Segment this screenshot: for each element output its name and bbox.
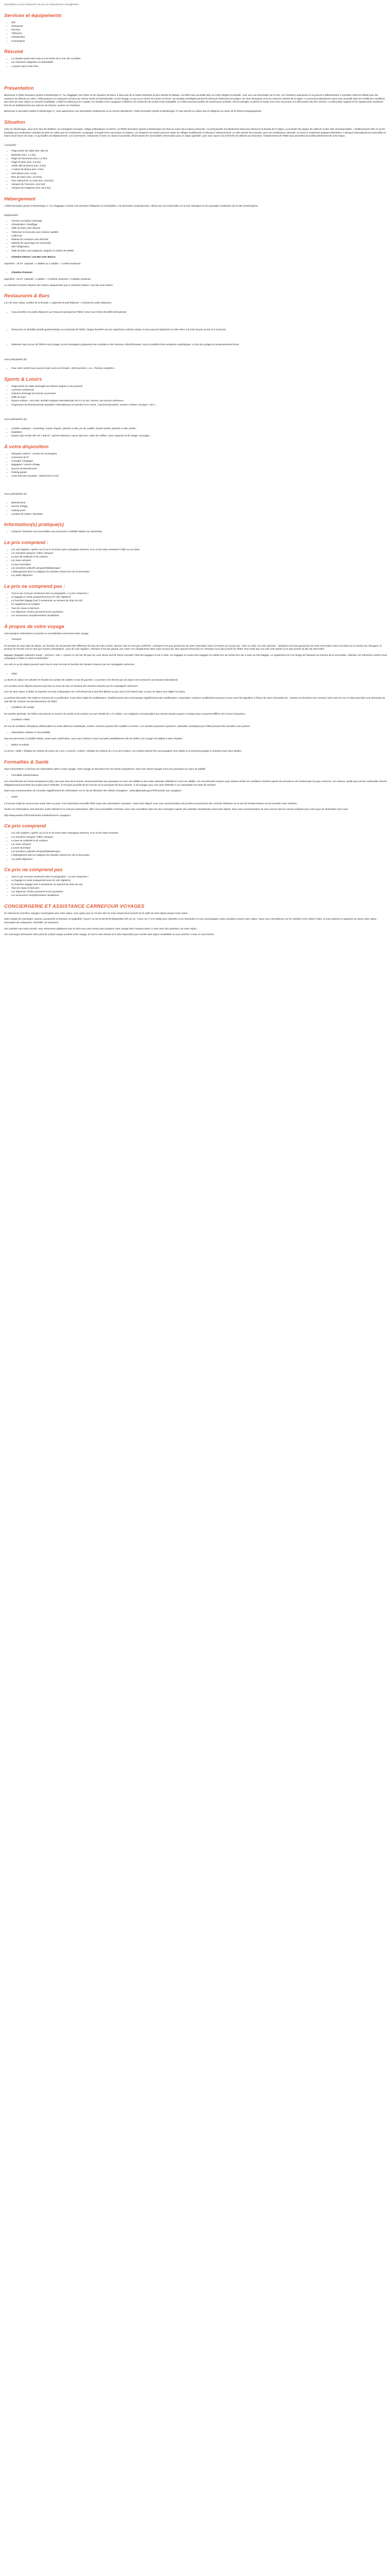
paying-label: Avec participation (€) : <box>4 358 28 361</box>
page <box>0 0 391 960</box>
list-item: • Aéroport de Podgorica (env. 65,9 km) <box>11 187 388 190</box>
list-item: • Climatisation <box>11 36 388 39</box>
list-item: • Les dépenses d'ordre personnel et les pourboires <box>11 890 388 894</box>
price-excludes-list <box>4 592 388 618</box>
list-item: • Espace Spa et bien-être de 1 500 m² : piscine intérieure, sauna, bain turc, salon de coiffure, soins corporels et du visage, massages... <box>11 434 388 438</box>
price-includes-title-2: Ce prix comprend <box>4 823 46 829</box>
about-paragraph: De manière générale, les hôtels sont classés en termes de confort et de services sur une échelle de 1 à 5 étoiles. Les catégories correspondent aux normes locales propres à chaque pays et peuvent différer des normes françaises. <box>4 712 246 715</box>
about-trip-title: À propos de votre voyage <box>4 623 64 630</box>
list-item: • Plage privée de sable (env. 650 m) <box>11 149 388 153</box>
list-item: • Transport <box>11 638 388 641</box>
restaurants-list <box>4 328 388 332</box>
about-paragraph: Le présent descriptif a été établi au moment de sa publication. Il peut faire l'objet de modifications, l'établissement nous communique régulièrement des modifications. Cependant, certaines modifications peuvent ne pas avoir été signalées à l'heure de votre réservation (ex : travaux ou fermeture d'un service). Dans tous les cas, le client peut faire une demande par mail afin de s'assurer du fonctionnement de l'hôtel. <box>4 697 385 703</box>
presentation-paragraph: Bienvenue à l'hôtel Sunsation Quinta el Montenegro 4* 'Au Cloggages' Des hôtel sur les hauteurs de Boca, à deux pas de la station balnéaire la plus animée du Balaou, cet hôtel vous accueille dans un cadre élégant et paisible. Avec une vue imprenable sur la mer, ses chambres spacieuses et sa piscine à débordement, il constitue l'adresse idéale pour des vacances de détente au soleil. L'hôtel propose un restaurant servant une cuisine locale et internationale, un bar lounge, un spa et un centre de remise en forme. Sa situation privilégiée permet de découvrir facilement les plages, les sites historiques et la vie nocturne animée de la région. Le personnel attentionné saura vous accueillir dans les meilleures conditions pour faire de votre séjour un moment inoubliable. L'hôtel est idéal pour les couples, les familles et les voyageurs d'affaires à la recherche de confort et de tranquillité. Les hôtes pourront profiter de nombreuses activités, dont la plongée, la pêche en haute mer et les excursions à la découverte des îles voisines. La décoration soignée et les équipements modernes font de cet établissement une adresse de charme, ouverte sur l'extérieur. <box>4 94 385 107</box>
restaurants-intro: Lors de votre séjour, profitez de la formule « Logement et petit-déjeuner » incluant les petits-déjeuners. <box>4 301 112 304</box>
list-item: • La taxe touristique <box>11 846 388 850</box>
services-list <box>4 21 388 43</box>
list-item: • Réception 24h/24 – service de conciergerie <box>11 452 388 456</box>
list-item: • Télévision <box>11 32 388 36</box>
list-item: • La franchise bagage (voir à mentionner au moment du choix du vol) <box>11 599 388 603</box>
price-excludes-title: Le prix ne comprend pas : <box>4 583 66 589</box>
nearby-label: À proximité : <box>4 143 18 146</box>
formalities-paragraph: Nous vous recommandons de consulter régulièrement les informations sur le site du Ministère des Affaires étrangères : www.diplomatie.gouv.fr/fr/conseils-aux-voyageurs. <box>4 789 183 792</box>
list-item: • Le bagage en soute (uniquement pour les vols réguliers) <box>11 596 388 599</box>
price-includes-title: Le prix comprend : <box>4 539 48 546</box>
resume-list <box>4 57 388 68</box>
situation-title: Situation <box>4 120 25 126</box>
paying-list <box>4 501 388 516</box>
situation-paragraph: Cola sur Montenegro, yeux mers lieu des Balloins, au montagnes escarpés, village authentiques et rivières, où l'hôtel Sunsation Quinta el Montenegro est situé au coeur de la nature préservée. Ce petit paradis est idéalement situé pour découvrir la beauté de la région, à proximité des plages de sable fin et des sites incontournables. L'établissement offre un accès privilégié aux nombreuses activités de plein air, telles que les randonnées, la plongée, le kayak et les excursions en bateau. Les amateurs de culture pourront visiter les villages traditionnels et découvrir l'artisanat local. La ville animée de Granada, avec son architecture coloniale, se trouve à seulement quelques kilomètres. L'aéroport international est accessible en moins d'une heure de route, ce qui facilite vos déplacements. Les commerces, restaurants et bars se situent à proximité, offrant toutes les commodités nécessaires pour un séjour agréable. Que vous soyez à la recherche de détente ou d'aventure, l'emplacement de l'hôtel vous permettra de profiter pleinement de votre séjour. <box>4 128 386 138</box>
equipment-list <box>4 219 388 252</box>
about-trip-lead: Voici quelques informations à prendre en considération concernant votre voyage <box>4 632 89 635</box>
paying-list <box>4 367 388 370</box>
list-item: • L'hébergement dans la catégorie de chambre choisie lors de la réservation <box>11 854 388 857</box>
hebergement-title: Hébergement <box>4 196 36 202</box>
about-paragraph: Les vols se ou de départ peuvent avoir lieu en cours de nuit en fonction des horaires imposés par les compagnies aériennes. <box>4 663 135 666</box>
room-title <box>11 256 388 259</box>
list-item: • Les taxes aéroport <box>11 843 388 846</box>
list-item: • Conciergerie <box>11 40 388 43</box>
list-item: • Espace enfants : mini-club, activités ludiques internationales de 4 à 12 ans, piscine, aire de jeux extérieure... <box>11 399 388 403</box>
room-list <box>4 256 388 259</box>
list-item: • Golf Skiston (env. 6 km) <box>11 172 388 176</box>
restaurants-list <box>4 343 388 347</box>
list-item: • Les chambres élégantes et confortables <box>11 61 388 64</box>
list-item: • Vieille ville de Buena (env. 3 km) <box>11 164 388 168</box>
list-item: • Télévision à écran plat avec chaînes satellite <box>11 231 388 234</box>
sports-list <box>4 385 388 407</box>
price-includes-list-2 <box>4 832 388 861</box>
list-item: • Découvrez un véritable paradis gastronomique au restaurant de l'hôtel, chaque bouchée est une expérience culinaire unique et vous pourrez également ou bien diner à la carte du jour au bar et à la piscine. <box>11 328 388 332</box>
top-description: Description Ce prix comprend / Ce prix ne comprend pas Consignment <box>4 3 79 6</box>
list-item: • Les transferts aéroport / hôtel / aéroport <box>11 836 388 839</box>
infos-list <box>4 530 388 534</box>
price-includes-list <box>4 548 388 578</box>
paying-list <box>4 427 388 438</box>
list-item: • Tout ce qui n'est pas mentionné dans le paragraphe « Le prix comprend » <box>11 592 388 596</box>
list-item: • Activités nautiques : snorkeling / canoë / kayak / planche à voile, jet-ski, paddle / bouée tractée, planche à voile, pêche... <box>11 427 388 431</box>
formalities-paragraph: Toutes ces informations sont données à titre indicatif et ne sont pas exhaustives. Elles sont susceptibles d'évoluer, nous vous conseillons donc de vous renseigner auprès des autorités compétentes avant votre départ. Nous vous recommandons de vous assurer que les vaccins indiqués pour votre pays de destination sont à jour. <box>4 808 349 811</box>
resume-title: Résumé <box>4 49 23 55</box>
about-paragraph: Bagages (bagages cabine/en soute) – précisez « bas », comme ce soit l'un de quel vol, vous devez tout de même consulter l'état des bagages et sac à main. Les bagages en soute et/ou bagages en cabine lors de l'achat d'un sac à main ou d'un bagage. Le supplément est à la charge de l'aéroport au moment de la réservation. Attention, les franchises varient d'une compagnie à l'autre et selon la destination. <box>4 653 387 660</box>
list-item: • La taxe de solidarité et de carbone <box>11 839 388 843</box>
restaurants-title: Restaurants & Bars <box>4 293 50 299</box>
room-name: Chambre Deluxe / vue Mer avec Balcon <box>11 256 56 259</box>
list-item: • Les dépenses d'ordre personnel et les pourboires <box>11 611 388 614</box>
price-excludes-list-2 <box>4 875 388 897</box>
list-item: • Plage de Breo (env. 2,8 km) <box>11 161 388 164</box>
list-item: • Conditions de voyage <box>11 706 388 709</box>
list-item: • Salle de bains avec baignoire, peignoir et articles de toilette <box>11 249 388 253</box>
list-item: • Mini-réfrigérateur <box>11 245 388 249</box>
room-description: Superficie : 25 m². Capacité : 2 adultes ou 2 adultes + 1 enfant maximum <box>4 262 81 265</box>
list-item: • Les transferts collectifs aéroport/hôtel/aéroport <box>11 850 388 854</box>
list-item: • Vous prendrez vos petits-déjeuners au restaurant principal de l'hôtel, servis sous forme de buffet international. <box>11 311 388 314</box>
room-name: Chambre Premium <box>11 271 32 274</box>
restaurants-list <box>4 311 388 314</box>
formalities-lead: Nous transmettons ci-dessous les informations utiles à votre voyage. Votre voyage se déroulera hors de l'Union européenne, ainsi vous devez voyager muni d'un passeport en cours de validité. <box>4 767 206 770</box>
infos-title: Information(s) pratique(s) <box>4 522 64 528</box>
list-item: • Tous les repas et boissons <box>11 607 388 611</box>
about-list <box>4 706 388 709</box>
list-item: • Les petits-déjeuners <box>11 574 388 578</box>
list-item: • Plage de Ramonaco (env. 2,2 km) <box>11 157 388 161</box>
list-item: • Parc national de La ruela (env. 10,8 km) <box>11 179 388 183</box>
list-item: • Pour votre confort nous pourrez avoir accès au formule « Demi-pension » ou « Pension complète ». <box>11 367 388 370</box>
list-item: • La taxe de solidarité et de carbone <box>11 555 388 559</box>
formalities-paragraph: http://www.pasteur.fr/fr/sante/centre-medical/vaccins-voyageurs <box>4 814 71 817</box>
concierge-paragraph: En choisissant Carrefour Voyages Conciergerie pour votre séjour, vous optez pour un service clés en main comprenant conseils de la veille de votre départ jusqu'à votre retour. <box>4 911 188 914</box>
list-item: • Les vols réguliers, opérés sur la ou le vol d'une autre compagnie aérienne, et le vol de retour éventuel <box>11 832 388 835</box>
list-item: • Salle de bains avec douche <box>11 227 388 230</box>
formalities-title: Formalités & Santé <box>4 759 49 765</box>
concierge-title: CONCIERGERIE ET ASSISTANCE CARREFOUR VOYAGES <box>4 903 145 909</box>
list-item: • Détendez-vous au bar de l'hôtel et de la plage, où les mixologues prépareront des cocktails et des boissons rafraîchissantes, tout en profitant d'une ambiance sophistiquée. Le bar de la plage est temporairement fermé. <box>11 343 388 347</box>
list-item: • Balnéaire (env. 1,1 km) <box>11 154 388 157</box>
about-paragraph: En cas de conditions climatiques défavorables ou d'une affluence inhabituelle, certains services peuvent être modifiés ou fermés. Les activités proposées (sportives, culturelles, artistiques) par l'hôtel peuvent être annulées sans préavis. <box>4 725 251 727</box>
list-item: • Plateau de courtoisie avec thé/café <box>11 238 388 242</box>
formalities-list <box>4 795 388 799</box>
about-list <box>4 731 388 735</box>
list-item: • Les transferts collectifs aéroport/hôtel/aéroport <box>11 567 388 570</box>
formalities-list <box>4 774 388 777</box>
list-item: • Le bagage en soute (uniquement pour les vols réguliers) <box>11 879 388 883</box>
list-item: • Formalités administratives <box>11 774 388 777</box>
list-item: • Carte bancaire acceptée : Mastercard et Visa <box>11 474 388 478</box>
paying-label: Avec participation (€) : <box>4 492 28 495</box>
price-excludes-title-2: Ce prix ne comprend pas <box>4 867 63 873</box>
about-list <box>4 718 388 722</box>
list-item: • Service d'étage <box>11 505 388 509</box>
sports-title: Sports & Loisirs <box>4 376 42 382</box>
list-item: • La taxe touristique <box>11 563 388 567</box>
room-note: La Chambre Premium dispose des mêmes équipements que la Chambre Deluxe / vue Mer avec balcon. <box>4 283 113 286</box>
services-title: Services et équipements <box>4 12 62 19</box>
list-item: • L'hébergement dans la catégorie de chambre choisie lors de la réservation <box>11 570 388 574</box>
list-item: • Aéroport de Tivat (env. 26,6 km) <box>11 183 388 187</box>
list-item: • Certaines chambres sont accessibles aux personnes à mobilité réduite (sur demande). <box>11 530 388 534</box>
list-item: • Piscines <box>11 28 388 32</box>
concierge-paragraph: Vos souhaits sont notre priorité, vous retrouverez également tout ce dont vous avez besoin pour préparer votre voyage dans l'espace client, si vous avez des questions sur votre séjour. <box>4 927 198 930</box>
list-item: • 2 piscines extérieures <box>11 388 388 392</box>
list-item: • Les transferts aéroport / hôtel / aéroport <box>11 552 388 555</box>
presentation-paragraph: Bienvenue à Sunsation Quinta el Montenegro 4*, vous apprécierez une atmosphère chaleureuse et un service attentionné. L'hôtel Sunsation Quinta el Montenegro 4* vous permet un séjour tout en élégance au coeur de la Riviera nicaraguayenne. <box>4 110 262 113</box>
list-item: • Les taxes aéroport <box>11 559 388 563</box>
list-item: • Les petits-déjeuners <box>11 858 388 861</box>
about-list <box>4 743 388 747</box>
about-paragraph: Pour les personnes à mobilité réduite, avant toute confirmation, nous vous invitons à nous consulter préalablement afin de vérifier si le voyage est adapté à votre situation. <box>4 737 183 740</box>
list-item: • Consigne à bagages <box>11 460 388 463</box>
hebergement-paragraph: L'hôtel Sunsation Quinta el Montenegro 4* 'Au Cloggages' compte 136 chambres élégantes et confortables, à la décoration contemporaine, offrant une vue imprenable sur la mer Adriatique ou les paysages verdoyants de la côte monténégrine. <box>4 204 258 207</box>
list-item: • Hôtel <box>11 672 388 676</box>
list-item: • La situation pieds dans l'eau sur les bords de la mer des Caraïbes <box>11 57 388 61</box>
list-item: • Informations relatives à l'accessibilité <box>11 731 388 735</box>
equipment-label: Équipements : <box>4 213 20 216</box>
list-item: • Blanchisserie <box>11 501 388 505</box>
list-item: • Parking gratuit <box>11 471 388 474</box>
list-item: • Bien de Victor (env. 12,5 km) <box>11 176 388 179</box>
list-item: • Équitation <box>11 431 388 434</box>
room-list <box>4 271 388 275</box>
list-item: • Santé <box>11 795 388 799</box>
paying-label: Avec participation (€) : <box>4 418 28 421</box>
list-item: • Les assurances complémentaires facultatives <box>11 894 388 897</box>
formalities-paragraph: Les ressortissants de l'Union Européenne (UE), ainsi que ceux de la Suisse, doivent présenter leur passeport en cours de validité ou leur carte nationale d'identité en cours de validité. Les ressortissants d'autres pays doivent vérifier les conditions d'entrée auprès du consulat ou de l'ambassade du pays concerné. Les mineurs, quelle que soit leur nationalité, doivent obligatoirement posséder leur propre pièce d'identité. Il n'est plus possible de les inscrire sur le passeport de leurs parents, ni de voyager sous une carte d'identité ni sur autorisation de sortie de territoire. <box>4 780 387 786</box>
about-paragraph: Lors de votre séjour à l'hôtel, la chambre est mise à disposition vers 15h (check-in) et doit être libérée au plus tard à 11h (check-out). La taxe de séjour sera réglée sur place. <box>4 690 186 693</box>
list-item: • La franchise bagage (voir à mentionner au moment du choix du vol) <box>11 883 388 887</box>
list-item: • L'espace Spa et bien-être <box>11 65 388 69</box>
formalities-paragraph: Il n'est pas exigé de vaccins pour entrer dans ce pays. Il est néanmoins conseillé d'être à jour des vaccinations courantes. Avant votre départ, nous vous recommandons de prendre connaissance des conseils médicaux sur le site de l'Institut Pasteur ou de consulter votre médecin. <box>4 802 298 805</box>
list-item: • Les assurances complémentaires facultatives <box>11 614 388 618</box>
about-list <box>4 672 388 676</box>
about-paragraph: Les arrivées ou les départs peuvent avoir lieu au cours de nuit, en fonction des horaires imposés par les compagnies aériennes. <box>4 684 139 687</box>
nearby-list <box>4 149 388 190</box>
list-item: • L'Aubois de Buena (env. 5 km) <box>11 168 388 172</box>
list-item: • Tous les repas et boissons <box>11 887 388 890</box>
room-description: Superficie : 30 m². Capacité : 2 adultes + 2 enfants maximum / 3 adultes maximum <box>4 277 91 280</box>
list-item: • Climatisation / chauffage <box>11 223 388 227</box>
about-paragraph: Le terme « bébé » désigne les enfants de moins de 2 ans. Le terme « enfant » désigne les enfants de 2 à 11 ans révolus. Les enfants doivent être accompagnés d'un adulte et ne peuvent partager la chambre avec deux adultes. <box>4 750 242 753</box>
about-list <box>4 638 388 641</box>
list-item: • Bébés et enfants <box>11 743 388 747</box>
list-item: • Solarium aménagé de transats et parasols <box>11 392 388 396</box>
disposition-list <box>4 452 388 478</box>
presentation-title: Présentation <box>4 86 34 92</box>
list-item: • Conditions météo <box>11 718 388 722</box>
list-item: • Restaurant <box>11 25 388 28</box>
list-item: • Connexion Wi-Fi <box>11 456 388 460</box>
about-paragraph: En fonction de votre date de départ, vos horaires de vol peuvent être différents de ceux de votre arrivée, dont les vols ne sont pas confirmés. L'aéroport n'est pas garanti lors de votre réservation mais il est basé sur le pays (ex : Nice ou Orly). Les vols spéciaux - l'aéroport n'est pas garanti lors de votre réservation mais il est basé sur le numéro de l'aérogare, la pension de l'escale sauf en tant que d'autres destinations ; pour les vols réguliers, l'aéroport n'est pas garanti, par contre, les changements dans votre vol pour les sites opérant (réservés) sur l'aéroport ou le plus proche de l'hôtel. Pour toute tous nos vols sont opérés ou le plus proche du lieu de votre hôtel. <box>4 644 382 651</box>
list-item: • Parking privé <box>11 509 388 513</box>
list-item: • Tout ce qui n'est pas mentionné dans le paragraphe « Le prix comprend » <box>11 875 388 879</box>
list-item: • Plage privée de sable aménagée de chaises longues et de parasols <box>11 385 388 388</box>
list-item: • Coffre-fort <box>11 234 388 238</box>
list-item: • Wifi <box>11 21 388 25</box>
list-item: • Salle de sport <box>11 396 388 399</box>
list-item: • Terrasse ou balcon aménagé <box>11 219 388 223</box>
list-item: • Le supplément au comptoir <box>11 603 388 606</box>
list-item: • Programme de divertissements quotidiens internationaux en journée et en soirée : concerts/spectacles, années à thème, musique « live »... <box>11 403 388 407</box>
list-item: • Bagagerie / service d'étage <box>11 463 388 467</box>
list-item: • Matériel de repassage (sur demande) <box>11 242 388 245</box>
room-title <box>11 271 388 275</box>
about-paragraph: La durée du séjour est calculée en fonction du nombre de nuitées et non de journées. Le premier et le dernier jour du séjour sont consacrés au transport international. <box>4 679 178 682</box>
disposition-title: À votre disposition <box>4 444 49 450</box>
list-item: • Les vols réguliers, opérés sur la ou le vol d'une autre compagnie aérienne, et le vol de retour éventuel à l'aller ou au retour <box>11 548 388 552</box>
list-item: • Service de blanchisserie <box>11 467 388 471</box>
list-item: • Location de voiture, bicyclette <box>11 513 388 516</box>
concierge-paragraph: Vos concierges demeurent votre point de contact unique pendant votre voyage, ils sont à votre écoute et à votre disposition pour rendre votre séjour inoubliable ou vous assister si vous en avez besoin. <box>4 933 215 936</box>
concierge-paragraph: Notre équipe de concierges, experts, passionnés et humains est joignable 7 jours/7 au 03 20 98 09 09 (disponible 24h sur 24, 7 jours sur 7 à ce stade) pour répondre à vos demandes et vous accompagner avant, pendant et après votre séjour. Nous vous conseillerons sur les activités et les visites à faire, et vous aiderons à organiser au mieux votre séjour : réservation de restaurants, d'activités, de transports. <box>4 918 378 924</box>
